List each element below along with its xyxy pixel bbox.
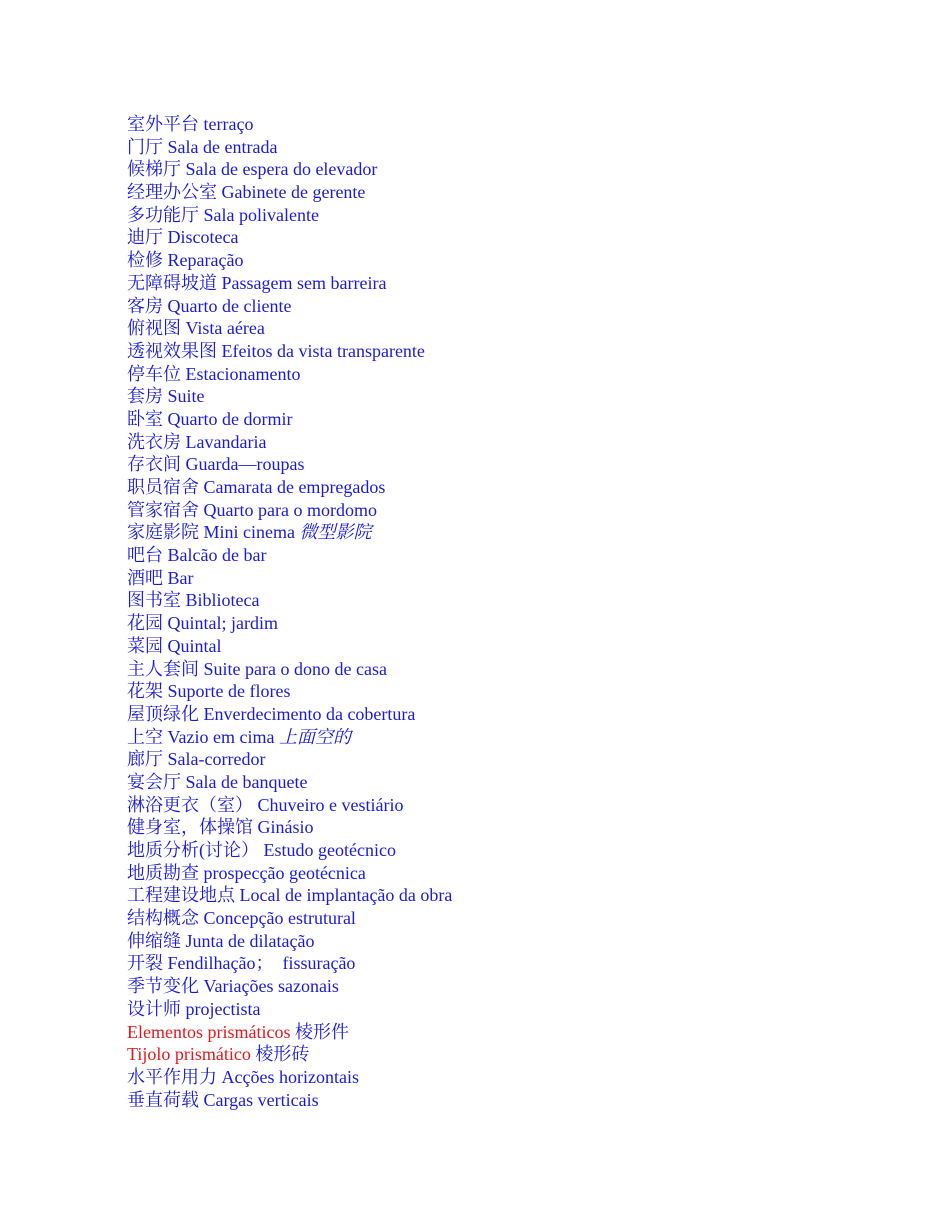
entry-text: 吧台 Balcão de bar — [127, 545, 267, 566]
entry-text: 工程建设地点 Local de implantação da obra — [127, 885, 453, 906]
glossary-entry — [127, 748, 887, 771]
entry-text: 存衣间 Guarda—roupas — [127, 454, 305, 475]
glossary-entry — [127, 408, 887, 431]
entry-text: 客房 Quarto de cliente — [127, 295, 292, 316]
entry-note-italic: 上面空的 — [278, 726, 351, 747]
glossary-entry — [127, 204, 887, 227]
entry-text: 检修 Reparação — [127, 250, 244, 271]
entry-text: 图书室 Biblioteca — [127, 590, 260, 611]
entry-text: Tijolo prismático — [127, 1044, 251, 1065]
entry-text: 门厅 Sala de entrada — [127, 136, 278, 157]
entry-text: 候梯厅 Sala de espera do elevador — [127, 159, 378, 180]
glossary-entry — [127, 385, 887, 408]
glossary-entry — [127, 113, 887, 136]
entry-text: 迪厅 Discoteca — [127, 227, 239, 248]
entry-text: 停车位 Estacionamento — [127, 363, 301, 384]
entry-text: 开裂 Fendilhação； fissuração — [127, 953, 356, 974]
glossary-entry — [127, 1089, 887, 1112]
glossary-entry — [127, 340, 887, 363]
entry-text: 健身室，体操馆 Ginásio — [127, 817, 314, 838]
entry-text: 透视效果图 Efeitos da vista transparente — [127, 340, 425, 361]
glossary-entry — [127, 272, 887, 295]
entry-text: 宴会厅 Sala de banquete — [127, 771, 308, 792]
entry-text: 管家宿舍 Quarto para o mordomo — [127, 499, 377, 520]
glossary-entry — [127, 226, 887, 249]
glossary-entry — [127, 136, 887, 159]
glossary-entry — [127, 317, 887, 340]
glossary-entry — [127, 363, 887, 386]
entry-text: 职员宿舍 Camarata de empregados — [127, 477, 386, 497]
glossary-entry — [127, 249, 887, 272]
glossary-entry — [127, 726, 887, 749]
entry-text: 垂直荷载 Cargas verticais — [127, 1089, 319, 1110]
entry-text: 无障碍坡道 Passagem sem barreira — [127, 272, 387, 293]
entry-text: 屋顶绿化 Enverdecimento da cobertura — [127, 703, 416, 724]
glossary-list — [127, 113, 887, 1111]
entry-text: 地质勘查 prospecção geotécnica — [127, 862, 366, 883]
glossary-entry — [127, 158, 887, 181]
glossary-entry — [127, 771, 887, 794]
glossary-entry — [127, 794, 887, 817]
entry-text: 经理办公室 Gabinete de gerente — [127, 182, 366, 203]
glossary-entry — [127, 431, 887, 454]
entry-text: 棱形件 — [290, 1021, 349, 1042]
entry-text: 上空 Vazio em cima — [127, 726, 279, 747]
entry-text: 花架 Suporte de flores — [127, 681, 291, 702]
entry-text: 淋浴更衣（室） Chuveiro e vestiário — [127, 794, 404, 815]
entry-text: 花园 Quintal; jardim — [127, 613, 278, 634]
entry-text: 伸缩缝 Junta de dilatação — [127, 930, 315, 951]
glossary-entry — [127, 589, 887, 612]
glossary-entry — [127, 499, 887, 522]
entry-text: 地质分析(讨论） Estudo geotécnico — [127, 840, 396, 860]
glossary-entry — [127, 544, 887, 567]
entry-text: 季节变化 Variações sazonais — [127, 976, 339, 997]
glossary-entry — [127, 295, 887, 318]
entry-text: 结构概念 Concepção estrutural — [127, 908, 356, 929]
glossary-entry — [127, 839, 887, 862]
glossary-entry — [127, 1066, 887, 1089]
glossary-entry — [127, 635, 887, 658]
entry-text: 菜园 Quintal — [127, 635, 222, 656]
glossary-entry — [127, 658, 887, 681]
entry-text: Elementos prismáticos — [127, 1021, 291, 1042]
glossary-entry — [127, 703, 887, 726]
entry-text: 水平作用力 Acções horizontais — [127, 1066, 359, 1087]
glossary-entry — [127, 884, 887, 907]
glossary-entry — [127, 680, 887, 703]
glossary-entry — [127, 930, 887, 953]
glossary-entry — [127, 453, 887, 476]
entry-text: 室外平台 terraço — [127, 114, 254, 134]
glossary-entry — [127, 181, 887, 204]
glossary-entry — [127, 975, 887, 998]
glossary-entry — [127, 816, 887, 839]
entry-text: 家庭影院 Mini cinema — [127, 522, 300, 543]
glossary-entry — [127, 567, 887, 590]
entry-text: 设计师 projectista — [127, 998, 261, 1019]
entry-text: 俯视图 Vista aérea — [127, 318, 265, 339]
glossary-entry — [127, 1043, 887, 1066]
entry-text: 套房 Suite — [127, 386, 205, 407]
glossary-entry — [127, 1021, 887, 1044]
glossary-entry — [127, 907, 887, 930]
entry-text: 廊厅 Sala-corredor — [127, 749, 266, 770]
glossary-entry — [127, 521, 887, 544]
entry-text: 酒吧 Bar — [127, 567, 194, 588]
entry-text: 多功能厅 Sala polivalente — [127, 204, 319, 225]
glossary-entry — [127, 862, 887, 885]
entry-text: 主人套间 Suite para o dono de casa — [127, 658, 387, 679]
glossary-entry — [127, 612, 887, 635]
glossary-entry — [127, 476, 887, 499]
glossary-entry — [127, 998, 887, 1021]
glossary-entry — [127, 952, 887, 975]
entry-text: 棱形砖 — [250, 1044, 310, 1065]
entry-text: 卧室 Quarto de dormir — [127, 408, 293, 429]
entry-note-italic: 微型影院 — [299, 522, 372, 543]
entry-text: 洗衣房 Lavandaria — [127, 431, 267, 452]
